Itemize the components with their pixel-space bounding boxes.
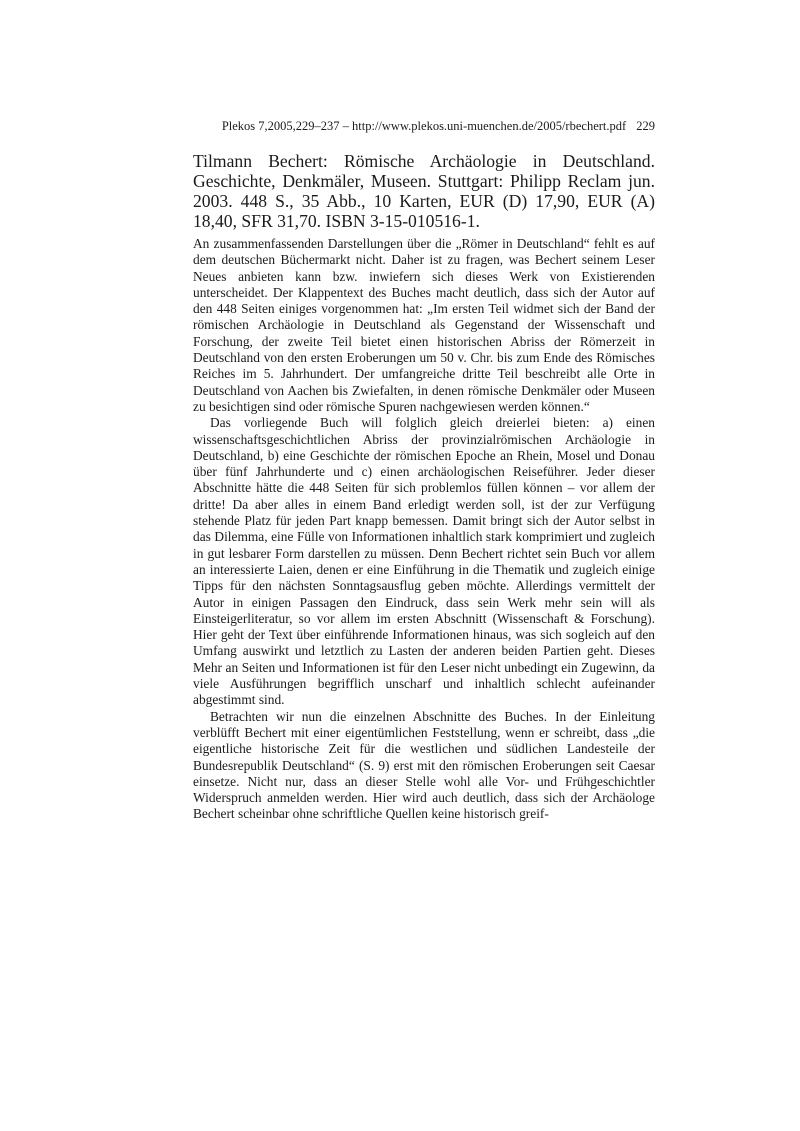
running-title: Plekos 7,2005,229–237 – http://www.plekos.uni-muenchen.de/2005/rbechert.pdf (221, 119, 627, 133)
review-article (193, 151, 655, 823)
paragraph-1: An zusammenfassenden Darstellungen über die „Römer in Deutschland“ fehlt es auf dem deutschen Büchermarkt nicht. Daher ist zu fragen, was Bechert seinem Leser Neues anbieten kann bzw. inwiefern sich dieses Werk von Existierenden unterscheidet. Der Klappentext des Buches macht deutlich, dass sich der Autor auf den 448 Seiten einiges vorgenommen hat: „Im ersten Teil widmet sich der Band der römischen Archäologie in Deutschland als Gegenstand der Wissenschaft und Forschung, der zweite Teil bietet einen historischen Abriss der Römerzeit in Deutschland von den ersten Eroberungen um 50 v. Chr. bis zum Ende des Römisches Reiches im 5. Jahrhundert. Der umfangreiche dritte Teil beschreibt alle Orte in Deutschland von Aachen bis Zwiefalten, in denen römische Denkmäler oder Museen zu besichtigen sind oder römische Spuren nachgewiesen werden können.“ (193, 236, 655, 414)
paragraph-3: Betrachten wir nun die einzelnen Abschnitte des Buches. In der Einleitung verblüfft Bechert mit einer eigentümlichen Feststellung, wenn er schreibt, dass „die eigentliche historische Zeit für die westlichen und südlichen Landesteile der Bundesrepublik Deutschland“ (S. 9) erst mit den römischen Eroberungen seit Caesar einsetze. Nicht nur, dass an dieser Stelle wohl alle Vor- und Frühgeschichtler Widerspruch anmelden werden. Hier wird auch deutlich, dass sich der Archäologe Bechert scheinbar ohne schriftliche Quellen keine historisch greif- (193, 708, 655, 822)
page-number: 229 (636, 119, 655, 133)
page-header (193, 119, 655, 134)
paragraph-2: Das vorliegende Buch will folglich gleich dreierlei bieten: a) einen wissenschaftsgeschichtlichen Abriss der provinzialrömischen Archäologie in Deutschland, b) eine Geschichte der römischen Epoche an Rhein, Mosel und Donau über fünf Jahrhunderte und c) einen archäologischen Reiseführer. Jeder dieser Abschnitte hätte die 448 Seiten für sich problemlos füllen können – vor allem der dritte! Da aber alles in einem Band erledigt werden soll, ist der zur Verfügung stehende Platz für jeden Part knapp bemessen. Damit bringt sich der Autor selbst in das Dilemma, eine Fülle von Informationen inhaltlich stark komprimiert und zugleich in gut lesbarer Form darstellen zu müssen. Denn Bechert richtet sein Buch vor allem an interessierte Laien, denen er eine Einführung in die Thematik und zugleich einige Tipps für den nächsten Sonntagsausflug geben möchte. Allerdings vermittelt der Autor in einigen Passagen den Eindruck, dass sein Werk mehr sein will als Einsteigerliteratur, so vor allem im ersten Abschnitt (Wissenschaft & Forschung). Hier geht der Text über einführende Informationen hinaus, was sich sogleich auf den Umfang auswirkt und letztlich zu Lasten der anderen beiden Partien geht. Dieses Mehr an Seiten und Informationen ist für den Leser nicht unbedingt ein Zugewinn, da viele Ausführungen begrifflich unscharf und inhaltlich schlecht aufeinander abgestimmt sind. (193, 415, 655, 708)
book-reference-title: Tilmann Bechert: Römische Archäologie in Deutschland. Geschichte, Denkmäler, Museen. Stuttgart: Philipp Reclam jun. 2003. 448 S., 35 Abb., 10 Karten, EUR (D) 17,90, EUR (A) 18,40, SFR 31,70. ISBN 3-15-010516-1. (193, 151, 655, 231)
